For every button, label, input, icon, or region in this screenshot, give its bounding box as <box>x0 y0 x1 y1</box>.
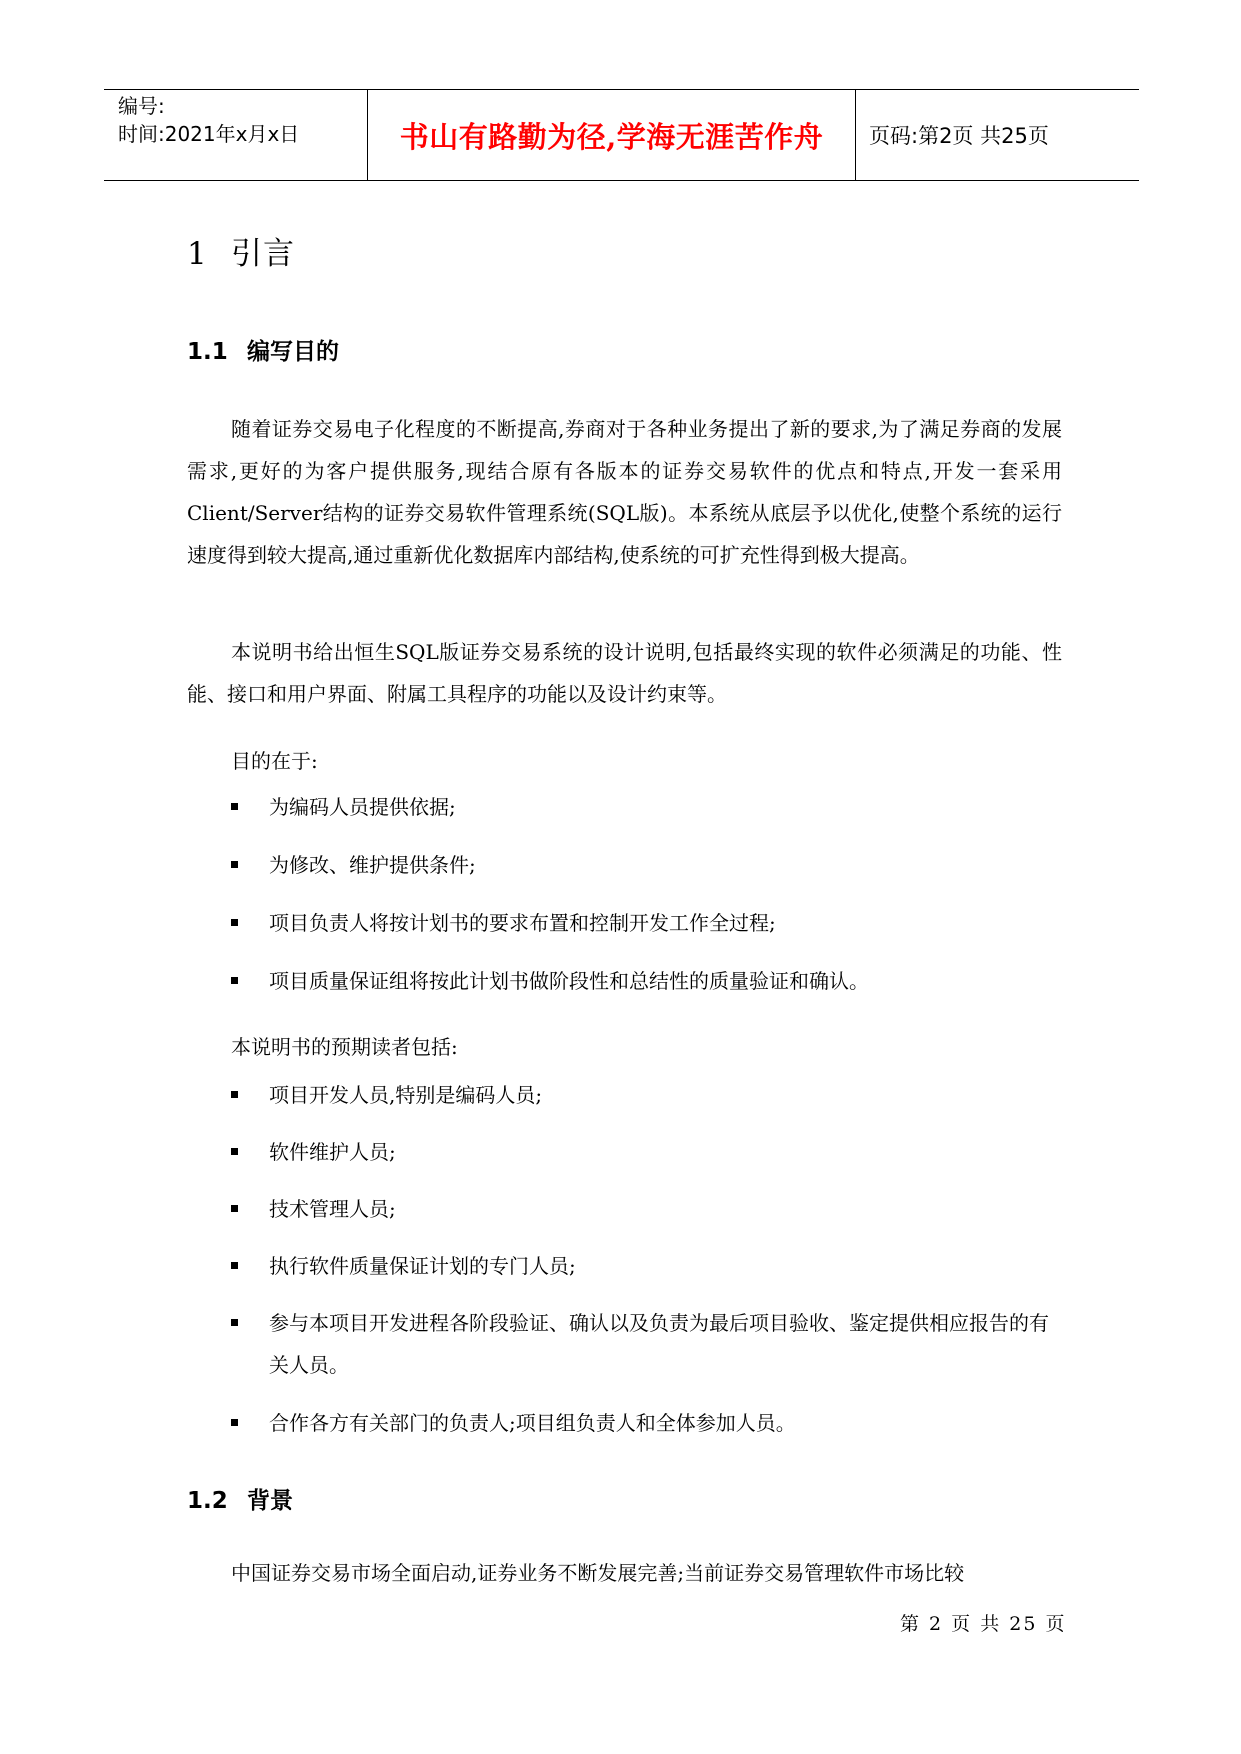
readers-intro: 本说明书的预期读者包括: <box>231 1035 458 1059</box>
list-item: 为修改、维护提供条件; <box>231 844 1066 886</box>
list-item: 执行软件质量保证计划的专门人员; <box>231 1245 1066 1287</box>
bullet-icon <box>231 803 238 810</box>
section-heading-1-2 <box>187 1482 293 1515</box>
list-item: 项目开发人员,特别是编码人员; <box>231 1074 1066 1116</box>
document-number-label: 编号: <box>118 94 165 118</box>
section-number: 1.1 <box>187 339 228 365</box>
bullet-icon <box>231 977 238 984</box>
header-left-cell <box>104 90 368 180</box>
purpose-intro: 目的在于: <box>231 749 318 773</box>
header-table <box>104 89 1139 181</box>
bullet-icon <box>231 1091 238 1098</box>
paragraph-intro: 随着证券交易电子化程度的不断提高,券商对于各种业务提出了新的要求,为了满足券商的发展需求,更好的为客户提供服务,现结合原有各版本的证券交易软件的优点和特点,开发一套采用Client/Server结构的证券交易软件管理系统(SQL版)。本系统从底层予以优化,使整个系统的运行速度得到较大提高,通过重新优化数据库内部结构,使系统的可扩充性得到极大提高。 <box>187 417 1062 567</box>
paragraph-scope: 本说明书给出恒生SQL版证券交易系统的设计说明,包括最终实现的软件必须满足的功能、性能、接口和用户界面、附属工具程序的功能以及设计约束等。 <box>187 640 1062 706</box>
document-date: 时间:2021年x月x日 <box>118 122 300 146</box>
section-title: 背景 <box>247 1488 293 1514</box>
list-item: 项目质量保证组将按此计划书做阶段性和总结性的质量验证和确认。 <box>231 960 1066 1002</box>
header-page-info: 页码:第2页 共25页 <box>869 124 1049 148</box>
bullet-icon <box>231 1262 238 1269</box>
header-motto: 书山有路勤为径,学海无涯苦作舟 <box>368 90 856 180</box>
bullet-icon <box>231 1319 238 1326</box>
section-title: 编写目的 <box>247 339 339 365</box>
list-item: 软件维护人员; <box>231 1131 1066 1173</box>
bullet-icon <box>231 1148 238 1155</box>
paragraph-background: 中国证券交易市场全面启动,证券业务不断发展完善;当前证券交易管理软件市场比较 <box>231 1561 965 1585</box>
section-number: 1.2 <box>187 1488 228 1514</box>
list-item: 技术管理人员; <box>231 1188 1066 1230</box>
list-item: 项目负责人将按计划书的要求布置和控制开发工作全过程; <box>231 902 1066 944</box>
section-title: 引言 <box>231 236 295 272</box>
bullet-icon <box>231 1419 238 1426</box>
list-item: 合作各方有关部门的负责人;项目组负责人和全体参加人员。 <box>231 1402 1066 1444</box>
bullet-icon <box>231 861 238 868</box>
section-number: 1 <box>187 236 208 272</box>
page-footer: 第 2 页 共 25 页 <box>900 1613 1067 1635</box>
bullet-icon <box>231 1205 238 1212</box>
list-item: 为编码人员提供依据; <box>231 786 1066 828</box>
list-item: 参与本项目开发进程各阶段验证、确认以及负责为最后项目验收、鉴定提供相应报告的有关人员。 <box>231 1302 1066 1386</box>
bullet-icon <box>231 919 238 926</box>
section-heading-1 <box>187 228 295 273</box>
section-heading-1-1 <box>187 333 339 366</box>
